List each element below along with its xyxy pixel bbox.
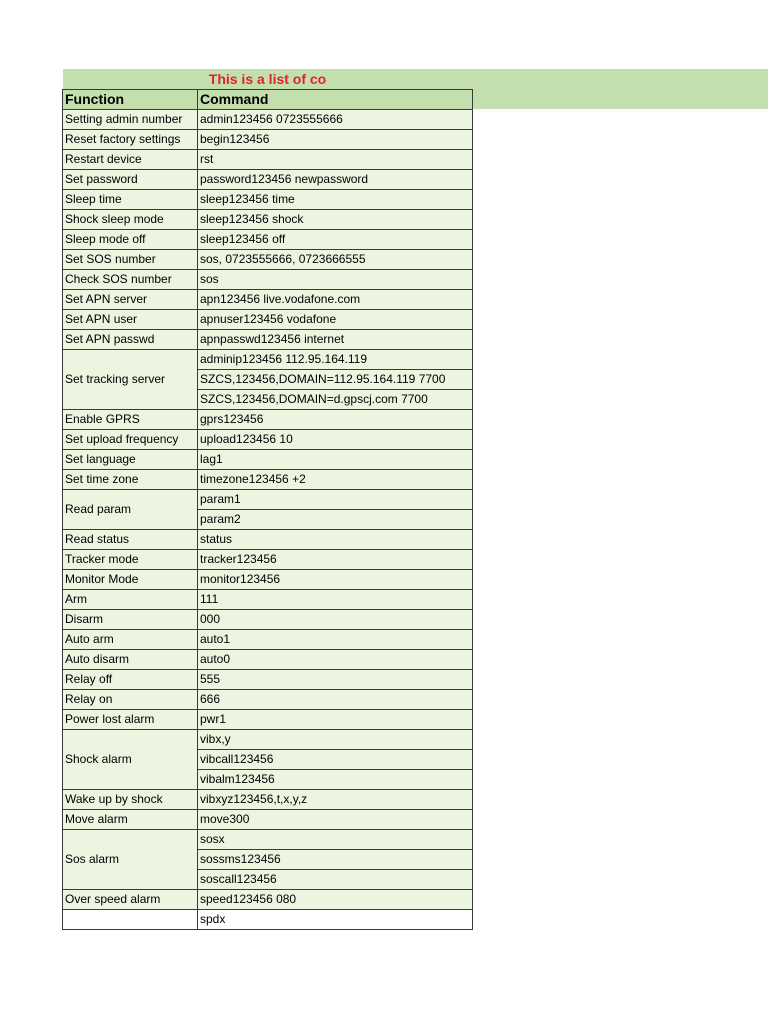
function-cell[interactable]: Read status	[63, 530, 198, 550]
command-cell[interactable]: gprs123456	[198, 410, 473, 430]
table-row	[63, 890, 473, 910]
command-cell[interactable]: pwr1	[198, 710, 473, 730]
table-row	[63, 670, 473, 690]
table-row	[63, 470, 473, 490]
function-cell[interactable]: Relay on	[63, 690, 198, 710]
table-row	[63, 170, 473, 190]
command-cell[interactable]: speed123456 080	[198, 890, 473, 910]
table-row	[63, 410, 473, 430]
header-function[interactable]: Function	[63, 90, 198, 110]
command-cell[interactable]: sleep123456 time	[198, 190, 473, 210]
function-cell[interactable]: Set language	[63, 450, 198, 470]
function-cell[interactable]	[63, 910, 198, 930]
function-cell[interactable]: Set upload frequency	[63, 430, 198, 450]
table-row	[63, 650, 473, 670]
command-cell[interactable]: monitor123456	[198, 570, 473, 590]
function-cell[interactable]: Shock alarm	[63, 730, 198, 790]
table-row	[63, 490, 473, 510]
table-row	[63, 350, 473, 370]
function-cell[interactable]: Move alarm	[63, 810, 198, 830]
command-cell[interactable]: sosx	[198, 830, 473, 850]
command-cell[interactable]: status	[198, 530, 473, 550]
command-cell[interactable]: upload123456 10	[198, 430, 473, 450]
table-row	[63, 150, 473, 170]
command-cell[interactable]: spdx	[198, 910, 473, 930]
table-row	[63, 730, 473, 750]
command-cell[interactable]: sleep123456 shock	[198, 210, 473, 230]
command-cell[interactable]: sos, 0723555666, 0723666555	[198, 250, 473, 270]
command-cell[interactable]: tracker123456	[198, 550, 473, 570]
command-cell[interactable]: param1	[198, 490, 473, 510]
command-cell[interactable]: 000	[198, 610, 473, 630]
table-row	[63, 290, 473, 310]
command-cell[interactable]: vibxyz123456,t,x,y,z	[198, 790, 473, 810]
command-cell[interactable]: apnpasswd123456 internet	[198, 330, 473, 350]
table-row	[63, 130, 473, 150]
function-cell[interactable]: Arm	[63, 590, 198, 610]
command-cell[interactable]: sossms123456	[198, 850, 473, 870]
table-row	[63, 830, 473, 850]
table-row	[63, 230, 473, 250]
function-cell[interactable]: Set tracking server	[63, 350, 198, 410]
function-cell[interactable]: Set APN server	[63, 290, 198, 310]
command-cell[interactable]: 111	[198, 590, 473, 610]
command-cell[interactable]: apnuser123456 vodafone	[198, 310, 473, 330]
function-cell[interactable]: Sos alarm	[63, 830, 198, 890]
function-cell[interactable]: Set SOS number	[63, 250, 198, 270]
function-cell[interactable]: Set password	[63, 170, 198, 190]
command-cell[interactable]: adminip123456 112.95.164.119	[198, 350, 473, 370]
table-row	[63, 810, 473, 830]
command-cell[interactable]: 555	[198, 670, 473, 690]
command-cell[interactable]: sos	[198, 270, 473, 290]
table-row	[63, 270, 473, 290]
command-cell[interactable]: move300	[198, 810, 473, 830]
function-cell[interactable]: Auto arm	[63, 630, 198, 650]
table-row	[63, 610, 473, 630]
table-row	[63, 570, 473, 590]
table-row	[63, 710, 473, 730]
function-cell[interactable]: Set APN user	[63, 310, 198, 330]
function-cell[interactable]: Tracker mode	[63, 550, 198, 570]
command-cell[interactable]: auto1	[198, 630, 473, 650]
function-cell[interactable]: Check SOS number	[63, 270, 198, 290]
command-cell[interactable]: admin123456 0723555666	[198, 110, 473, 130]
command-cell[interactable]: vibalm123456	[198, 770, 473, 790]
function-cell[interactable]: Monitor Mode	[63, 570, 198, 590]
table-row	[63, 590, 473, 610]
table-row	[63, 630, 473, 650]
command-cell[interactable]: timezone123456 +2	[198, 470, 473, 490]
table-row	[63, 790, 473, 810]
function-cell[interactable]: Wake up by shock	[63, 790, 198, 810]
function-cell[interactable]: Shock sleep mode	[63, 210, 198, 230]
command-cell[interactable]: lag1	[198, 450, 473, 470]
header-row	[63, 90, 473, 110]
table-row	[63, 530, 473, 550]
table-row	[63, 330, 473, 350]
table-row	[63, 550, 473, 570]
command-cell[interactable]: apn123456 live.vodafone.com	[198, 290, 473, 310]
command-cell[interactable]: vibx,y	[198, 730, 473, 750]
command-cell[interactable]: SZCS,123456,DOMAIN=d.gpscj.com 7700	[198, 390, 473, 410]
command-cell[interactable]: soscall123456	[198, 870, 473, 890]
table-row	[63, 190, 473, 210]
command-cell[interactable]: password123456 newpassword	[198, 170, 473, 190]
function-cell[interactable]: Enable GPRS	[63, 410, 198, 430]
table-row	[63, 250, 473, 270]
table-row	[63, 450, 473, 470]
command-cell[interactable]: begin123456	[198, 130, 473, 150]
function-cell[interactable]: Reset factory settings	[63, 130, 198, 150]
function-cell[interactable]: Disarm	[63, 610, 198, 630]
function-cell[interactable]: Set time zone	[63, 470, 198, 490]
table-row	[63, 310, 473, 330]
table-row	[63, 690, 473, 710]
table-row	[63, 910, 473, 930]
function-cell[interactable]: Power lost alarm	[63, 710, 198, 730]
command-cell[interactable]: vibcall123456	[198, 750, 473, 770]
function-cell[interactable]: Read param	[63, 490, 198, 530]
command-cell[interactable]: param2	[198, 510, 473, 530]
function-cell[interactable]: Setting admin number	[63, 110, 198, 130]
command-cell[interactable]: 666	[198, 690, 473, 710]
table-row	[63, 430, 473, 450]
function-cell[interactable]: Auto disarm	[63, 650, 198, 670]
function-cell[interactable]: Sleep mode off	[63, 230, 198, 250]
header-command[interactable]: Command	[198, 90, 473, 110]
command-cell[interactable]: sleep123456 off	[198, 230, 473, 250]
function-cell[interactable]: Restart device	[63, 150, 198, 170]
function-cell[interactable]: Set APN passwd	[63, 330, 198, 350]
command-cell[interactable]: SZCS,123456,DOMAIN=112.95.164.119 7700	[198, 370, 473, 390]
function-cell[interactable]: Over speed alarm	[63, 890, 198, 910]
function-cell[interactable]: Sleep time	[63, 190, 198, 210]
command-table	[62, 89, 473, 930]
table-row	[63, 110, 473, 130]
command-cell[interactable]: rst	[198, 150, 473, 170]
sheet-title: This is a list of co	[208, 71, 327, 87]
command-cell[interactable]: auto0	[198, 650, 473, 670]
function-cell[interactable]: Relay off	[63, 670, 198, 690]
table-row	[63, 210, 473, 230]
